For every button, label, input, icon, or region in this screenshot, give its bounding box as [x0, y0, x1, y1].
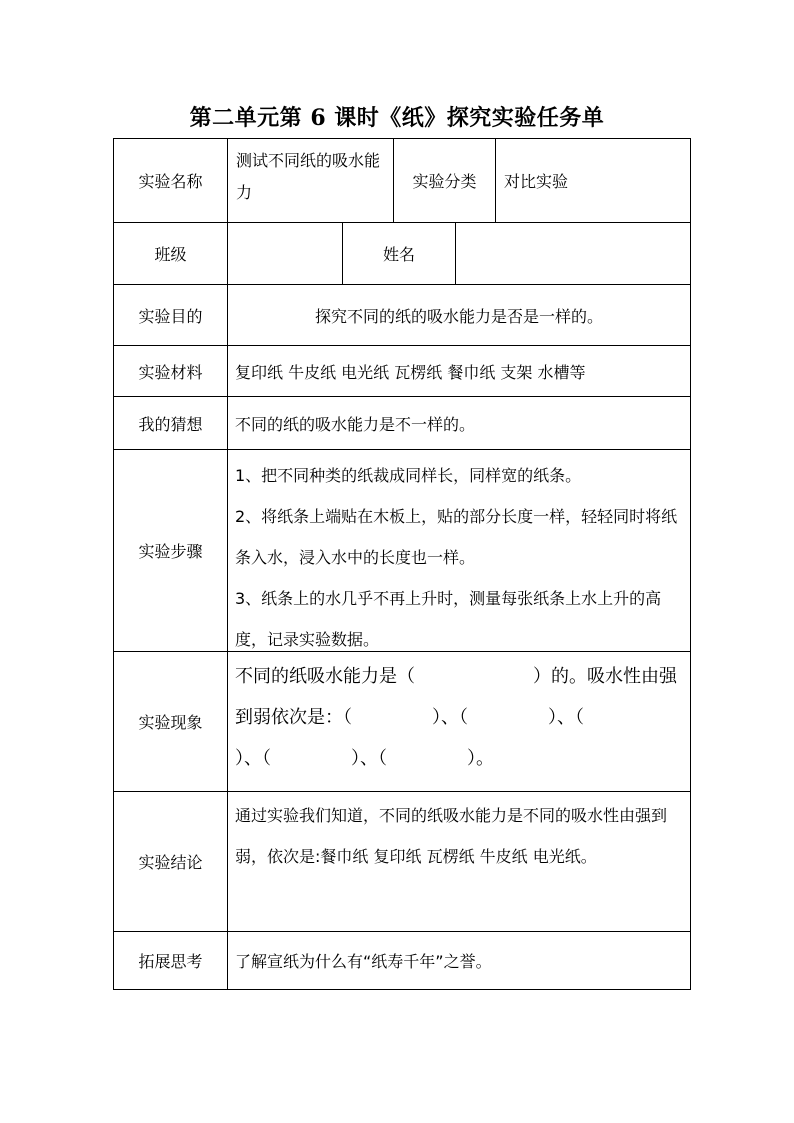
phenomenon-value [227, 652, 690, 791]
phenomenon-text: ）、（ [432, 707, 468, 728]
conclusion-label: 实验结论 [138, 853, 203, 872]
table-row-materials [114, 346, 690, 397]
name-value: 测试不同纸的吸水能力 [227, 139, 393, 222]
step-item: 2、将纸条上端贴在木板上，贴的部分长度一样，轻轻同时将纸条入水，浸入水中的长度也一样。 [235, 507, 678, 567]
phenomenon-text: ）。 [467, 748, 494, 769]
table-row-class [114, 223, 690, 285]
student-name-field[interactable] [455, 223, 690, 284]
table-row-phenomenon [114, 652, 690, 792]
name-label: 实验名称 [138, 172, 203, 191]
table-row-name [114, 139, 690, 223]
table-row-extension [114, 932, 690, 989]
guess-label: 我的猜想 [138, 414, 203, 434]
category-label: 实验分类 [393, 139, 495, 222]
steps-label: 实验步骤 [138, 542, 203, 561]
step-item: 3、纸条上的水几乎不再上升时，测量每张纸条上水上升的高度，记录实验数据。 [235, 589, 662, 649]
extension-label: 拓展思考 [138, 952, 203, 971]
phenomenon-label: 实验现象 [138, 713, 203, 732]
step-item: 1、把不同种类的纸裁成同样长，同样宽的纸条。 [235, 466, 582, 485]
table-row-purpose [114, 285, 690, 346]
purpose-value: 探究不同的纸的吸水能力是否是一样的。 [227, 285, 690, 345]
phenomenon-text: ）、（ [235, 748, 271, 769]
experiment-table [113, 138, 691, 990]
phenomenon-text: ）、（ [548, 707, 584, 728]
page-title: 第二单元第 6 课时《纸》探究实验任务单 [189, 105, 605, 131]
class-field[interactable] [227, 223, 342, 284]
extension-value: 了解宣纸为什么有“纸寿千年”之誉。 [227, 932, 690, 989]
table-row-steps [114, 450, 690, 652]
phenomenon-text: ）的。吸水性由强到弱依次是：（ [235, 666, 677, 728]
materials-value: 复印纸 牛皮纸 电光纸 瓦楞纸 餐巾纸 支架 水槽等 [227, 346, 690, 396]
student-name-label: 姓名 [342, 223, 455, 284]
phenomenon-text: 不同的纸吸水能力是（ [235, 666, 415, 687]
materials-label: 实验材料 [138, 362, 203, 382]
purpose-label: 实验目的 [138, 306, 203, 326]
phenomenon-text: ）、（ [351, 748, 387, 769]
steps-list [227, 450, 690, 651]
category-value: 对比实验 [495, 139, 690, 222]
conclusion-value: 通过实验我们知道，不同的纸吸水能力是不同的吸水性由强到弱，依次是:餐巾纸 复印纸 瓦楞纸 牛皮纸 电光纸。 [227, 792, 690, 931]
table-row-conclusion [114, 792, 690, 932]
guess-value: 不同的纸的吸水能力是不一样的。 [227, 397, 690, 449]
class-label: 班级 [154, 245, 187, 264]
table-row-guess [114, 397, 690, 450]
